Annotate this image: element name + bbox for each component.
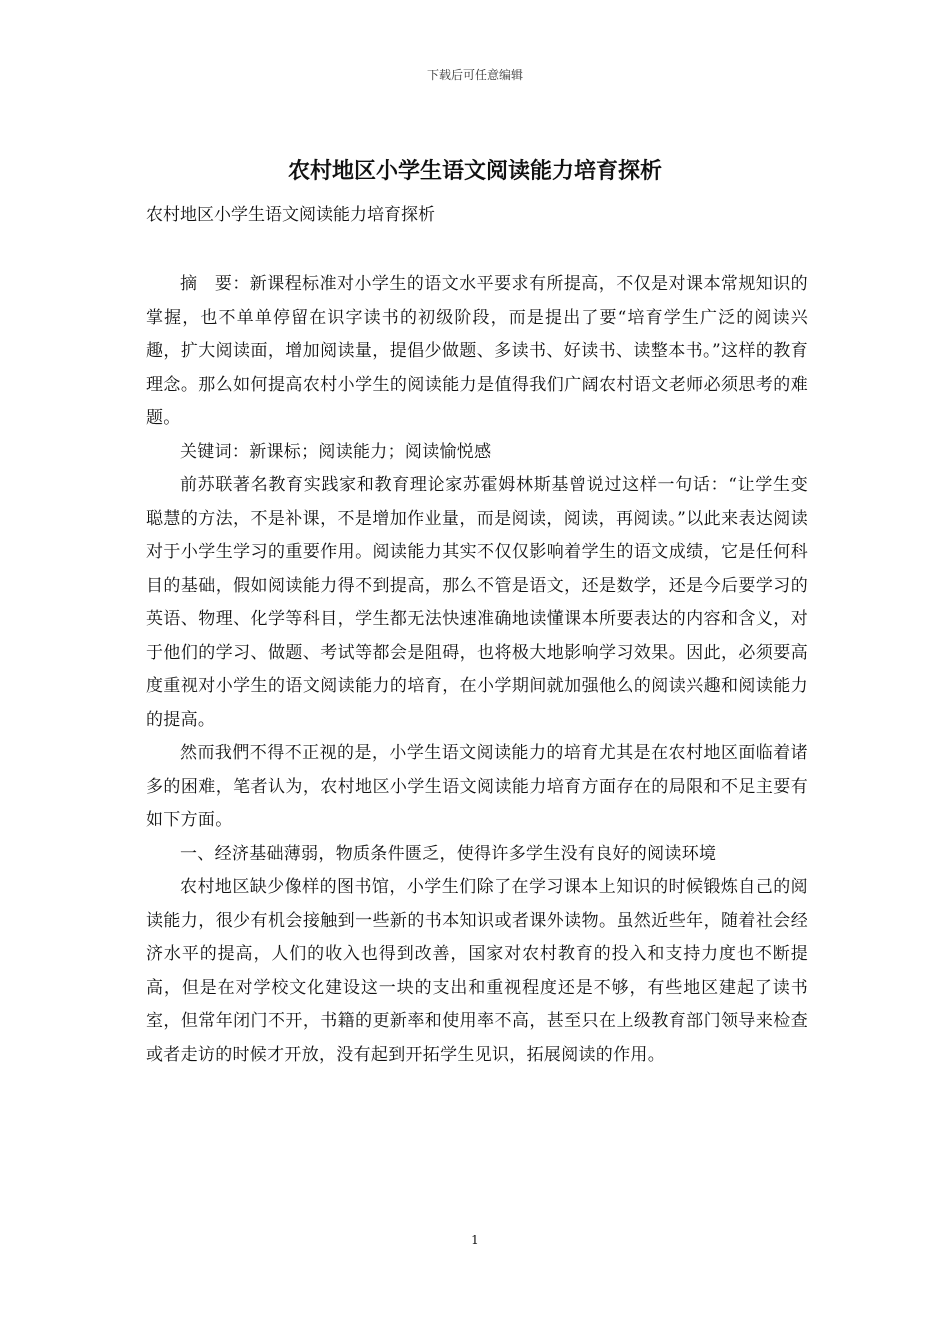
body-paragraph: 然而我們不得不正视的是，小学生语文阅读能力的培育尤其是在农村地区面临着诸多的困难，笔者认为，农村地区小学生语文阅读能力培育方面存在的局限和不足主要有如下方面。 xyxy=(146,743,808,830)
body-paragraph: 农村地区缺少像样的图书馆，小学生们除了在学习课本上知识的时候锻炼自己的阅读能力，很少有机会接触到一些新的书本知识或者课外读物。虽然近些年，随着社会经济水平的提高，人们的收入也得到改善，国家对农村教育的投入和支持力度也不断提高，但是在对学校文化建设这一块的支出和重视程度还是不够，有些地区建起了读书室，但常年闭门不开，书籍的更新率和使用率不高，甚至只在上级教育部门领导来检查或者走访的时候才开放，没有起到开拓学生见识，拓展阅读的作用。 xyxy=(146,877,808,1065)
abstract-paragraph: 摘 要：新课程标准对小学生的语文水平要求有所提高，不仅是对课本常规知识的掌握，也不单单停留在识字读书的初级阶段，而是提出了要“培育学生广泛的阅读兴趣，扩大阅读面，增加阅读量，提倡少做题、多读书、好读书、读整本书。”这样的教育理念。那么如何提高农村小学生的阅读能力是值得我们广阔农村语文老师必须思考的难题。 xyxy=(146,274,808,428)
document-title: 农村地区小学生语文阅读能力培育探析 xyxy=(287,158,662,184)
document-subtitle: 农村地区小学生语文阅读能力培育探析 xyxy=(146,205,435,225)
document-body xyxy=(146,268,808,1072)
page-number: 1 xyxy=(471,1233,479,1247)
body-paragraph: 前苏联著名教育实践家和教育理论家苏霍姆林斯基曾说过这样一句话：“让学生变聪慧的方法，不是补课，不是增加作业量，而是阅读，阅读，再阅读。”以此来表达阅读对于小学生学习的重要作用。阅读能力其实不仅仅影响着学生的语文成绩，它是任何科目的基础，假如阅读能力得不到提高，那么不管是语文，还是数学，还是今后要学习的英语、物理、化学等科目，学生都无法快速准确地读懂课本所要表达的内容和含义，对于他们的学习、做题、考试等都会是阻碍，也将极大地影响学习效果。因此，必须要高度重视对小学生的语文阅读能力的培育，在小学期间就加强他么的阅读兴趣和阅读能力的提高。 xyxy=(146,475,808,730)
section-heading: 一、经济基础薄弱，物质条件匮乏，使得许多学生没有良好的阅读环境 xyxy=(180,843,717,864)
header-note: 下载后可任意编辑 xyxy=(426,68,523,82)
keywords-paragraph: 关键词：新课标；阅读能力；阅读愉悦感 xyxy=(180,441,492,462)
